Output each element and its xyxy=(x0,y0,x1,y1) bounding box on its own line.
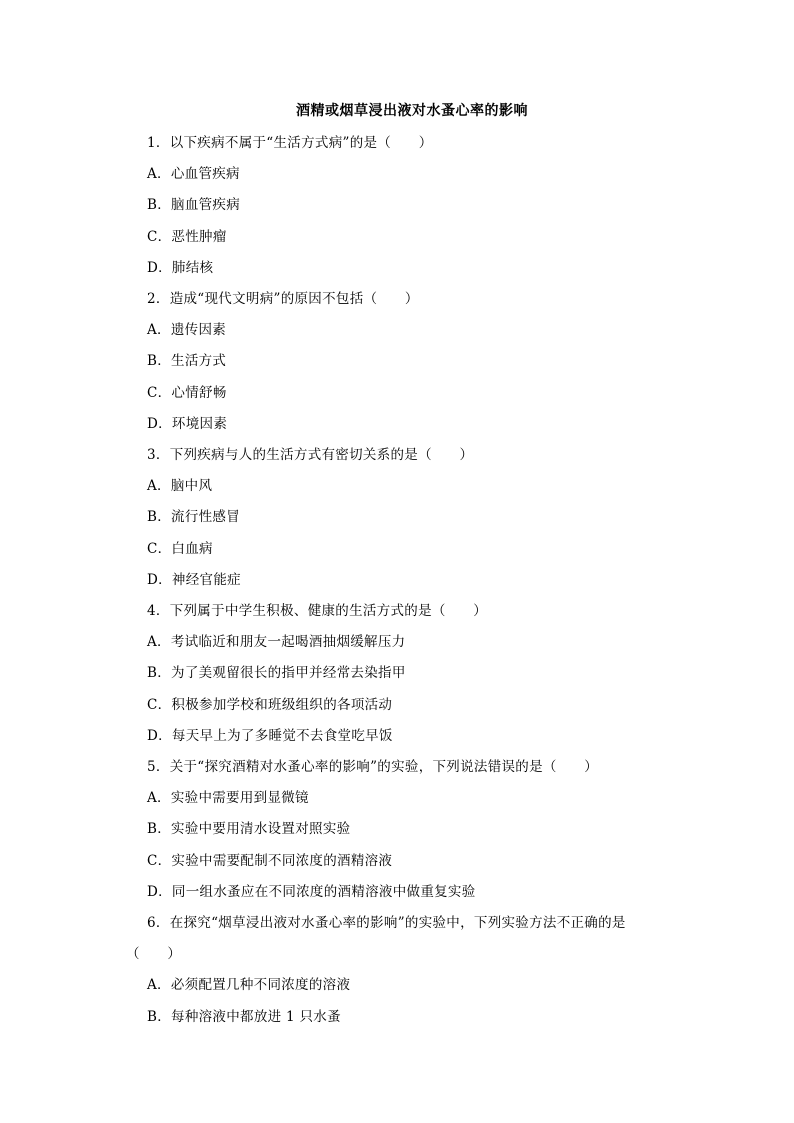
question-2-option-c: C．心情舒畅 xyxy=(147,385,227,401)
question-2-option-b: B．生活方式 xyxy=(147,353,227,369)
question-5-option-d: D．同一组水蚤应在不同浓度的酒精溶液中做重复实验 xyxy=(147,884,476,900)
question-4-stem: 4．下列属于中学生积极、健康的生活方式的是（ ） xyxy=(147,603,488,619)
question-2-stem: 2．造成“现代文明病”的原因不包括（ ） xyxy=(147,291,419,307)
question-3-stem: 3．下列疾病与人的生活方式有密切关系的是（ ） xyxy=(147,447,474,463)
question-4-option-b: B．为了美观留很长的指甲并经常去染指甲 xyxy=(147,665,406,681)
question-6-option-a: A．必须配置几种不同浓度的溶液 xyxy=(147,977,351,993)
question-5-option-b: B．实验中要用清水设置对照实验 xyxy=(147,821,351,837)
question-1-option-b: B．脑血管疾病 xyxy=(147,197,241,213)
question-1-option-a: A．心血管疾病 xyxy=(147,166,240,182)
question-4-option-d: D．每天早上为了多睡觉不去食堂吃早饭 xyxy=(147,728,393,744)
question-6-stem-continuation: （ ） xyxy=(126,946,182,962)
document-title: 酒精或烟草浸出液对水蚤心率的影响 xyxy=(296,103,528,119)
question-3-option-c: C．白血病 xyxy=(147,541,213,557)
question-6-option-b: B．每种溶液中都放进 1 只水蚤 xyxy=(147,1009,341,1025)
question-6-stem: 6．在探究“烟草浸出液对水蚤心率的影响”的实验中，下列实验方法不正确的是 xyxy=(147,915,626,931)
question-3-option-d: D．神经官能症 xyxy=(147,572,241,588)
question-3-option-b: B．流行性感冒 xyxy=(147,509,241,525)
question-5-stem: 5．关于“探究酒精对水蚤心率的影响”的实验，下列说法错误的是（ ） xyxy=(147,759,599,775)
question-5-option-a: A．实验中需要用到显微镜 xyxy=(147,790,309,806)
question-2-option-a: A．遗传因素 xyxy=(147,322,227,338)
question-1-option-c: C．恶性肿瘤 xyxy=(147,229,227,245)
question-1-stem: 1．以下疾病不属于“生活方式病”的是（ ） xyxy=(147,135,433,151)
question-1-option-d: D．肺结核 xyxy=(147,260,214,276)
question-5-option-c: C．实验中需要配制不同浓度的酒精溶液 xyxy=(147,853,393,869)
question-2-option-d: D．环境因素 xyxy=(147,416,228,432)
question-4-option-a: A．考试临近和朋友一起喝酒抽烟缓解压力 xyxy=(147,634,406,650)
question-3-option-a: A．脑中风 xyxy=(147,478,213,494)
question-4-option-c: C．积极参加学校和班级组织的各项活动 xyxy=(147,697,393,713)
